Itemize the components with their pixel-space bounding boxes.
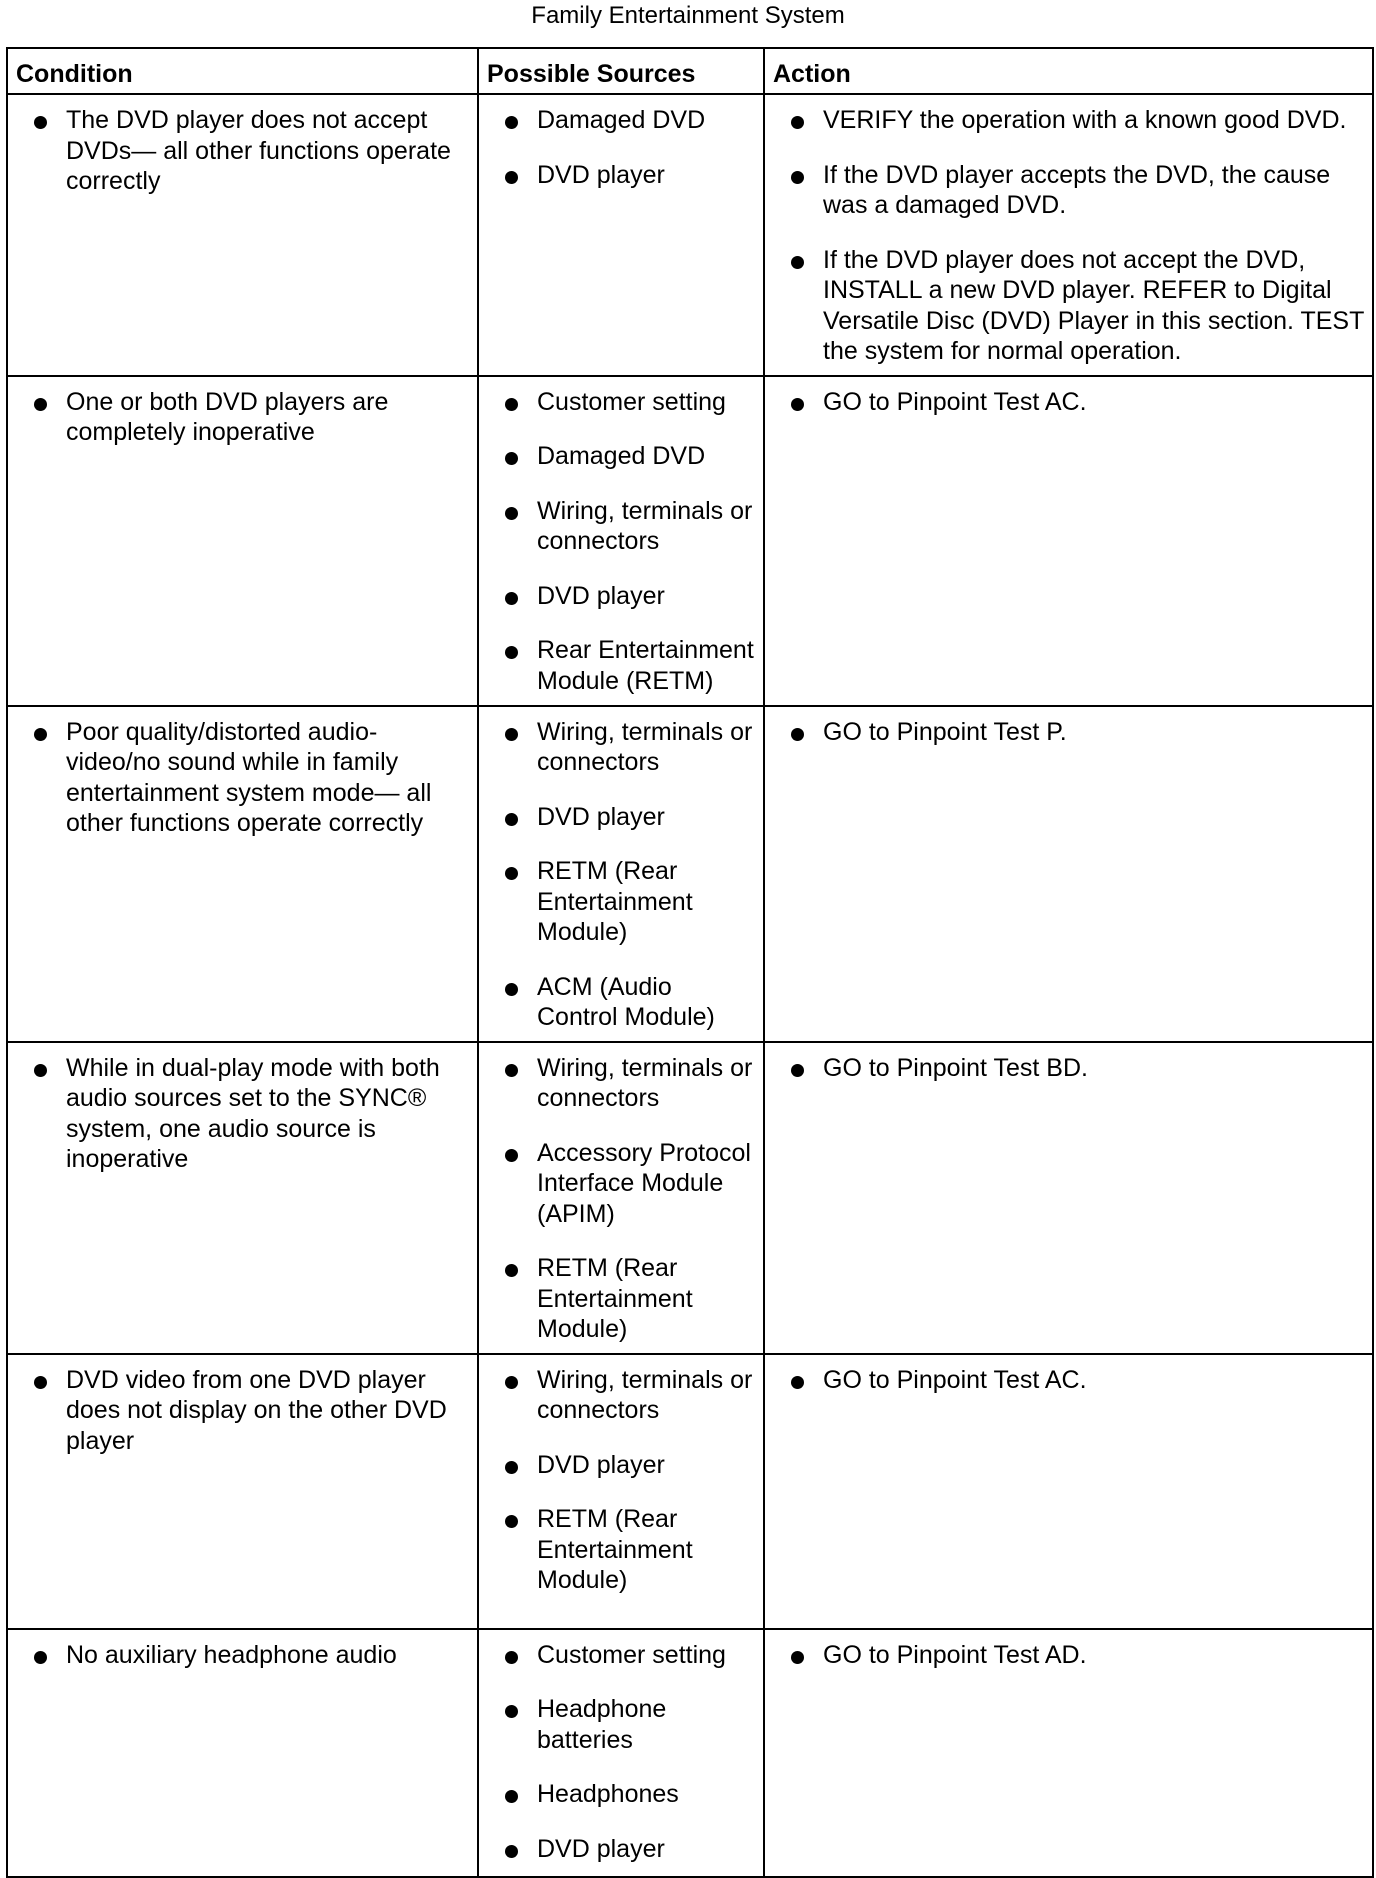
bullet-icon — [505, 813, 518, 826]
condition-item — [8, 105, 471, 197]
bullet-icon — [34, 116, 47, 129]
source-item — [479, 1450, 757, 1481]
condition-text: One or both DVD players are completely inoperative — [66, 387, 389, 446]
possible-sources-cell — [478, 1042, 764, 1354]
source-item — [479, 1779, 757, 1810]
possible-sources-cell — [478, 376, 764, 706]
source-item — [479, 581, 757, 612]
source-item — [479, 717, 757, 778]
bullet-icon — [791, 1651, 804, 1664]
possible-sources-cell — [478, 1354, 764, 1629]
source-item — [479, 856, 757, 948]
condition-text: Poor quality/distorted audio-video/no sound while in family entertainment system mode— all other functions operate correctly — [66, 717, 432, 837]
action-item — [765, 245, 1366, 367]
bullet-icon — [505, 1264, 518, 1277]
condition-text: No auxiliary headphone audio — [66, 1640, 397, 1669]
condition-item — [8, 1053, 471, 1175]
source-text: DVD player — [537, 160, 665, 189]
source-text: RETM (Rear Entertainment Module) — [537, 1505, 693, 1594]
source-item — [479, 1365, 757, 1426]
bullet-icon — [505, 1149, 518, 1162]
bullet-icon — [505, 646, 518, 659]
action-item — [765, 387, 1366, 418]
source-text: DVD player — [537, 581, 665, 610]
bullet-icon — [791, 171, 804, 184]
source-item — [479, 387, 757, 418]
action-text: If the DVD player accepts the DVD, the cause was a damaged DVD. — [823, 160, 1331, 219]
bullet-icon — [505, 1064, 518, 1077]
bullet-icon — [505, 728, 518, 741]
action-item — [765, 1053, 1366, 1084]
possible-sources-cell — [478, 1629, 764, 1877]
source-text: DVD player — [537, 1450, 665, 1479]
action-item — [765, 105, 1366, 136]
bullet-icon — [505, 1845, 518, 1858]
condition-item — [8, 717, 471, 839]
source-text: DVD player — [537, 802, 665, 831]
action-cell — [764, 1042, 1373, 1354]
source-item — [479, 1138, 757, 1230]
source-item — [479, 972, 757, 1033]
source-text: RETM (Rear Entertainment Module) — [537, 857, 693, 946]
bullet-icon — [505, 592, 518, 605]
action-text: GO to Pinpoint Test AC. — [823, 1365, 1087, 1394]
bullet-icon — [791, 398, 804, 411]
source-text: Wiring, terminals or connectors — [537, 717, 753, 776]
condition-item — [8, 1365, 471, 1457]
bullet-icon — [34, 1064, 47, 1077]
source-text: Headphone batteries — [537, 1695, 667, 1754]
action-cell — [764, 1354, 1373, 1629]
action-item — [765, 717, 1366, 748]
source-item — [479, 105, 757, 136]
condition-cell — [7, 1629, 478, 1877]
header-condition: Condition — [7, 48, 478, 94]
bullet-icon — [505, 983, 518, 996]
bullet-icon — [505, 452, 518, 465]
condition-text: DVD video from one DVD player does not display on the other DVD player — [66, 1365, 447, 1455]
bullet-icon — [791, 728, 804, 741]
table-row — [7, 1354, 1373, 1629]
source-item — [479, 1504, 757, 1596]
source-text: DVD player — [537, 1834, 665, 1863]
table-row — [7, 94, 1373, 376]
source-item — [479, 1640, 757, 1671]
source-text: Customer setting — [537, 387, 726, 416]
header-possible-sources: Possible Sources — [478, 48, 764, 94]
source-item — [479, 1694, 757, 1755]
source-text: Accessory Protocol Interface Module (APIM) — [537, 1138, 751, 1228]
bullet-icon — [791, 1064, 804, 1077]
action-text: GO to Pinpoint Test AC. — [823, 387, 1087, 416]
source-item — [479, 1053, 757, 1114]
bullet-icon — [505, 171, 518, 184]
bullet-icon — [505, 1790, 518, 1803]
action-item — [765, 160, 1366, 221]
page-title: Family Entertainment System — [531, 2, 845, 29]
bullet-icon — [505, 116, 518, 129]
condition-cell — [7, 376, 478, 706]
action-cell — [764, 376, 1373, 706]
bullet-icon — [505, 1705, 518, 1718]
source-text: Wiring, terminals or connectors — [537, 1053, 753, 1112]
source-item — [479, 635, 757, 696]
header-action: Action — [764, 48, 1373, 94]
bullet-icon — [505, 1651, 518, 1664]
source-text: Headphones — [537, 1780, 679, 1808]
action-cell — [764, 1629, 1373, 1877]
condition-cell — [7, 94, 478, 376]
bullet-icon — [791, 116, 804, 129]
action-item — [765, 1640, 1366, 1671]
source-item — [479, 496, 757, 557]
bullet-icon — [505, 1461, 518, 1474]
bullet-icon — [791, 1376, 804, 1389]
condition-item — [8, 1640, 471, 1671]
source-item — [479, 802, 757, 833]
bullet-icon — [791, 256, 804, 269]
possible-sources-cell — [478, 706, 764, 1042]
action-cell — [764, 94, 1373, 376]
source-text: RETM (Rear Entertainment Module) — [537, 1254, 693, 1343]
bullet-icon — [34, 1651, 47, 1664]
table-row — [7, 376, 1373, 706]
condition-text: While in dual-play mode with both audio sources set to the SYNC® system, one audio source is inoperative — [66, 1053, 440, 1173]
source-item — [479, 1834, 757, 1865]
action-text: GO to Pinpoint Test BD. — [823, 1053, 1088, 1082]
bullet-icon — [505, 867, 518, 880]
action-text: GO to Pinpoint Test AD. — [823, 1640, 1087, 1669]
action-text: GO to Pinpoint Test P. — [823, 717, 1067, 746]
table-header-row — [7, 48, 1373, 94]
condition-text: The DVD player does not accept DVDs— all other functions operate correctly — [66, 106, 451, 195]
source-text: Wiring, terminals or connectors — [537, 496, 753, 555]
action-cell — [764, 706, 1373, 1042]
source-text: Rear Entertainment Module (RETM) — [537, 636, 754, 695]
action-text: VERIFY the operation with a known good DVD. — [823, 106, 1347, 134]
source-item — [479, 441, 757, 472]
condition-cell — [7, 706, 478, 1042]
bullet-icon — [505, 507, 518, 520]
bullet-icon — [505, 1515, 518, 1528]
condition-item — [8, 387, 471, 448]
bullet-icon — [34, 728, 47, 741]
possible-sources-cell — [478, 94, 764, 376]
source-text: Damaged DVD — [537, 106, 706, 134]
table-row — [7, 1629, 1373, 1877]
bullet-icon — [505, 398, 518, 411]
diagnostic-table — [6, 47, 1374, 1878]
source-text: ACM (Audio Control Module) — [537, 972, 715, 1031]
source-text: Customer setting — [537, 1640, 726, 1669]
source-text: Wiring, terminals or connectors — [537, 1365, 753, 1424]
action-item — [765, 1365, 1366, 1396]
source-item — [479, 160, 757, 191]
action-text: If the DVD player does not accept the DVD, INSTALL a new DVD player. REFER to Digital Versatile Disc (DVD) Player in this section. TEST the system for normal operation. — [823, 245, 1364, 365]
bullet-icon — [505, 1376, 518, 1389]
condition-cell — [7, 1042, 478, 1354]
source-item — [479, 1253, 757, 1345]
condition-cell — [7, 1354, 478, 1629]
bullet-icon — [34, 398, 47, 411]
table-row — [7, 1042, 1373, 1354]
table-row — [7, 706, 1373, 1042]
bullet-icon — [34, 1376, 47, 1389]
source-text: Damaged DVD — [537, 442, 706, 470]
